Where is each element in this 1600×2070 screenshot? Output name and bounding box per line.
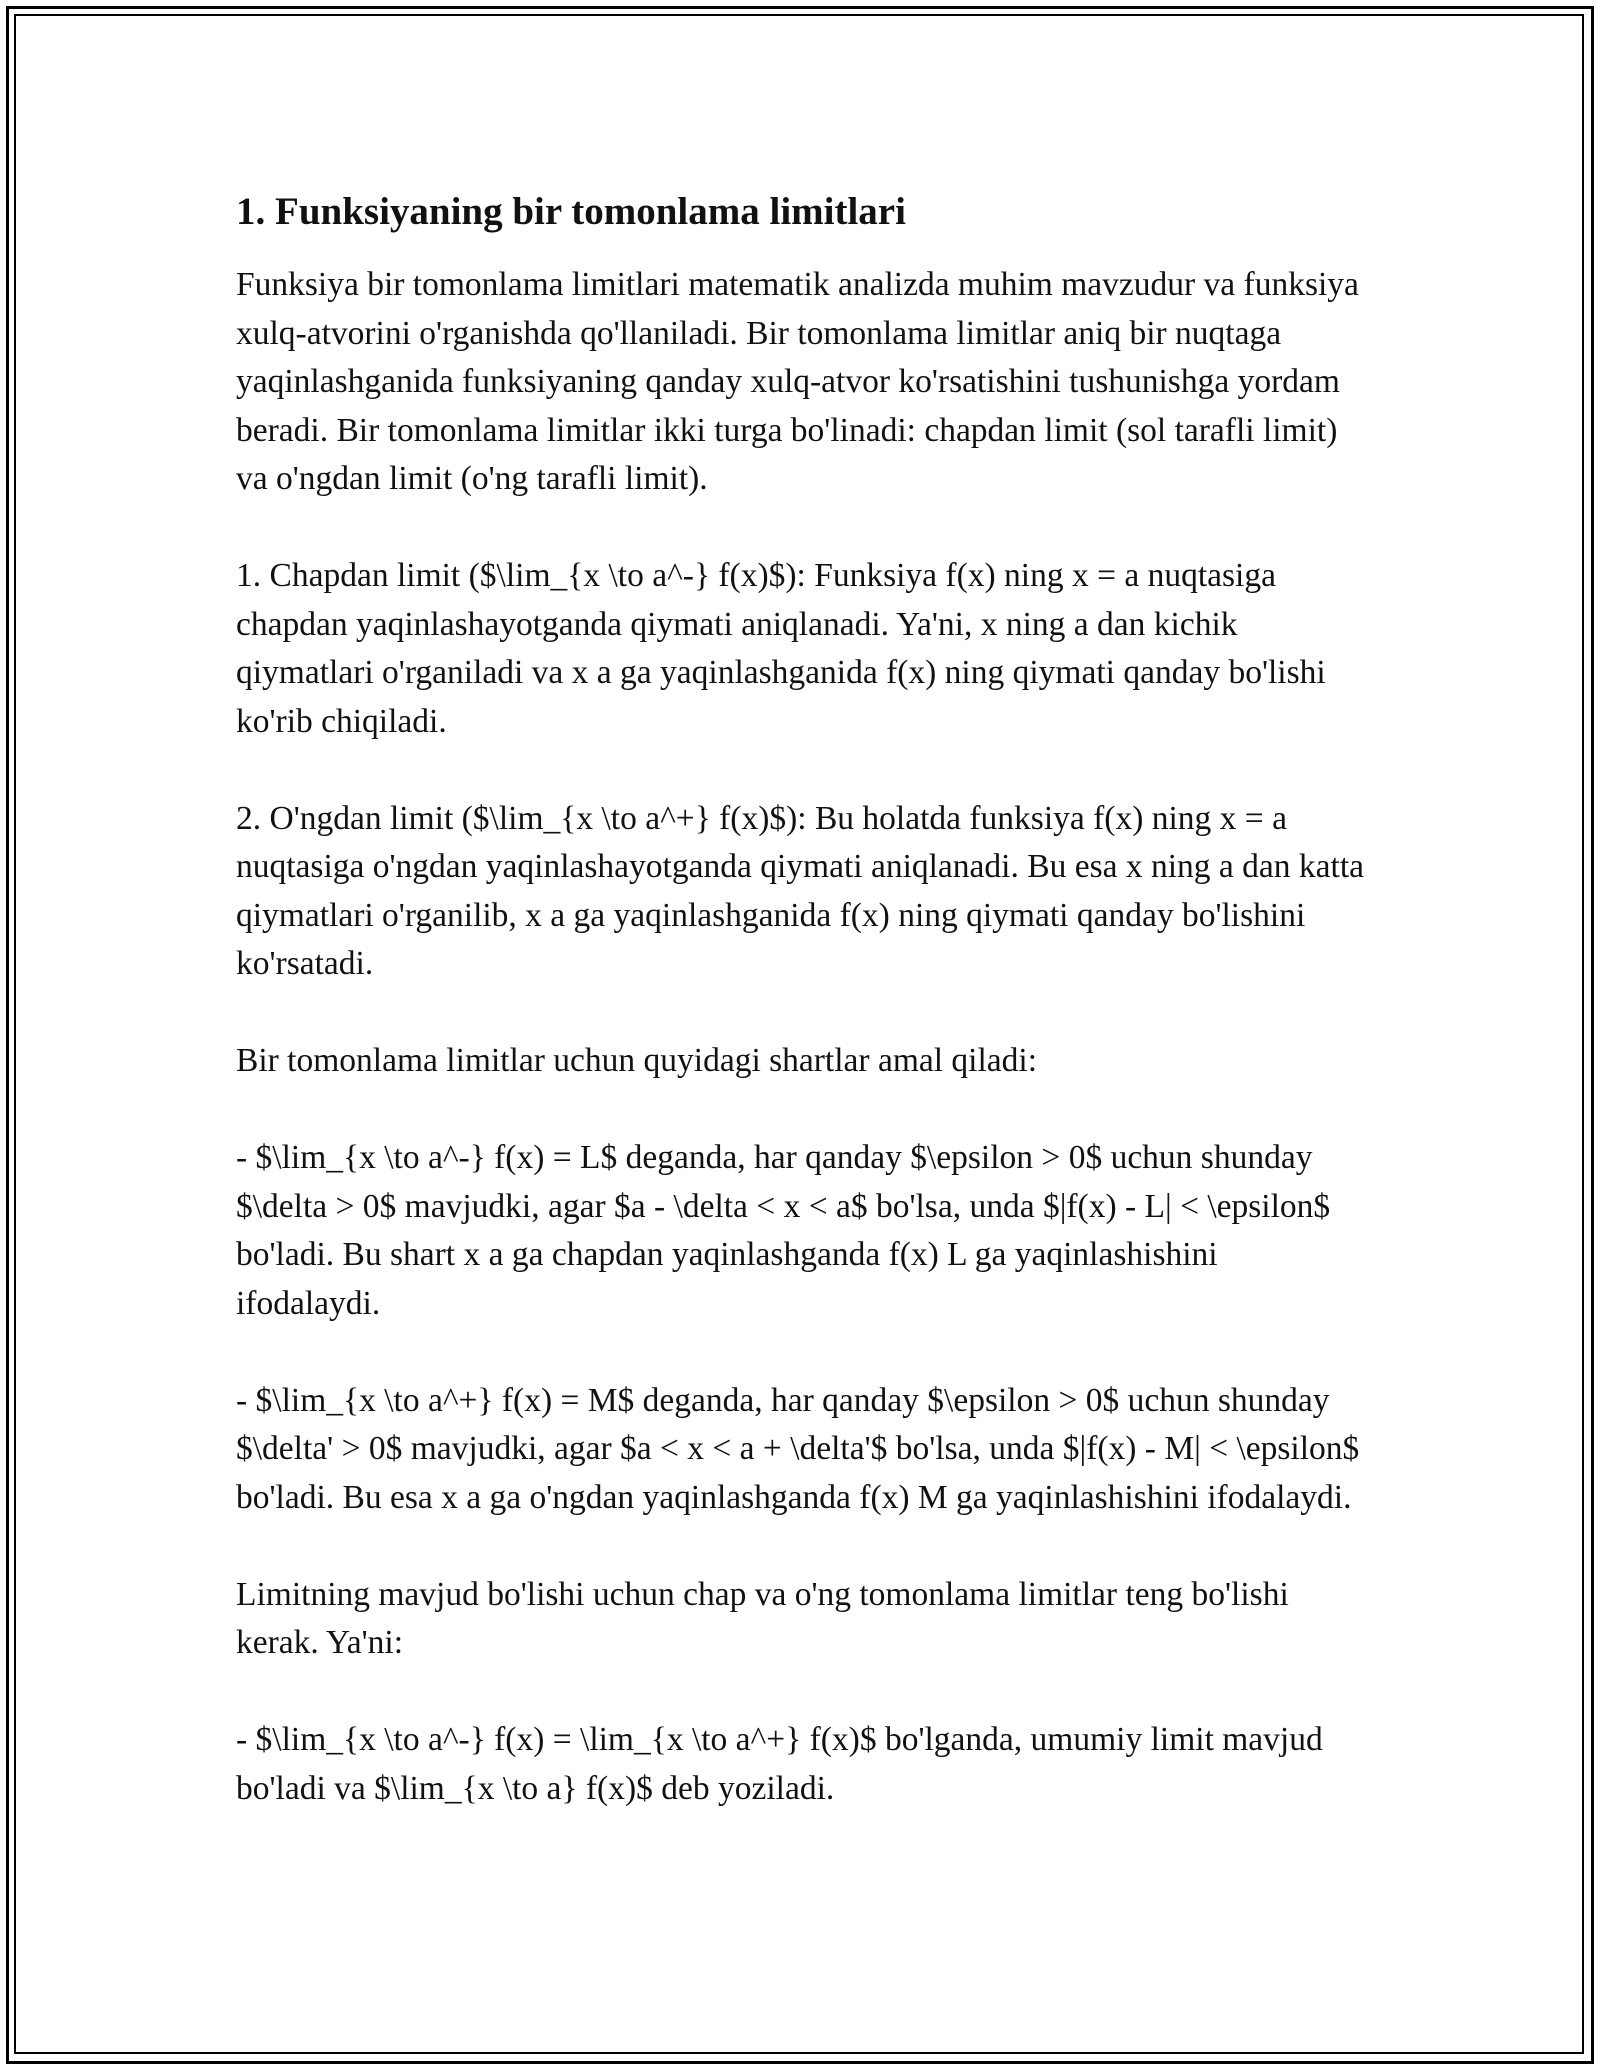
paragraph-general-limit: - $\lim_{x \to a^-} f(x) = \lim_{x \to a^+} f(x)$ bo'lganda, umumiy limit mavjud bo'ladi va $\lim_{x \to a} f(x)$ deb yoziladi. (236, 1721, 1323, 1807)
paragraph-right-limit-definition: - $\lim_{x \to a^+} f(x) = M$ deganda, har qanday $\epsilon > 0$ uchun shunday $\delta' > 0$ mavjudki, agar $a < x < a + \delta'$ bo'lsa, unda $|f(x) - M| < \epsilon$ bo'ladi. Bu esa x a ga o'ngdan yaqinlashganda f(x) M ga yaqinlashishini ifodalaydi. (236, 1381, 1360, 1516)
paragraph-conditions-intro: Bir tomonlama limitlar uchun quyidagi shartlar amal qiladi: (236, 1042, 1038, 1079)
paragraph-left-limit: 1. Chapdan limit ($\lim_{x \to a^-} f(x)$): Funksiya f(x) ning x = a nuqtasiga chapdan yaqinlashayotganda qiymati aniqlanadi. Ya'ni, x ning a dan kichik qiymatlari o'rganiladi va x a ga yaqinlashganida f(x) ning qiymati qanday bo'lishi ko'rib chiqiladi. (236, 557, 1326, 740)
paragraph-right-limit: 2. O'ngdan limit ($\lim_{x \to a^+} f(x)$): Bu holatda funksiya f(x) ning x = a nuqtasiga o'ngdan yaqinlashayotganda qiymati aniqlanadi. Bu esa x ning a dan katta qiymatlari o'rganilib, x a ga yaqinlashganida f(x) ning qiymati qanday bo'lishini ko'rsatadi. (236, 799, 1364, 982)
paragraph-existence-condition: Limitning mavjud bo'lishi uchun chap va o'ng tomonlama limitlar teng bo'lishi kerak. Ya'ni: (236, 1575, 1289, 1661)
document-body (236, 186, 1366, 1862)
document-title: 1. Funksiyaning bir tomonlama limitlari (236, 190, 906, 233)
paragraph-left-limit-definition: - $\lim_{x \to a^-} f(x) = L$ deganda, har qanday $\epsilon > 0$ uchun shunday $\delta > 0$ mavjudki, agar $a - \delta < x < a$ bo'lsa, unda $|f(x) - L| < \epsilon$ bo'ladi. Bu shart x a ga chapdan yaqinlashganda f(x) L ga yaqinlashishini ifodalaydi. (236, 1139, 1331, 1322)
paragraph-intro: Funksiya bir tomonlama limitlari matematik analizda muhim mavzudur va funksiya xulq-atvorini o'rganishda qo'llaniladi. Bir tomonlama limitlar aniq bir nuqtaga yaqinlashganida funksiyaning qanday xulq-atvor ko'rsatishini tushunishga yordam beradi. Bir tomonlama limitlar ikki turga bo'linadi: chapdan limit (sol tarafli limit) va o'ngdan limit (o'ng tarafli limit). (236, 266, 1359, 497)
